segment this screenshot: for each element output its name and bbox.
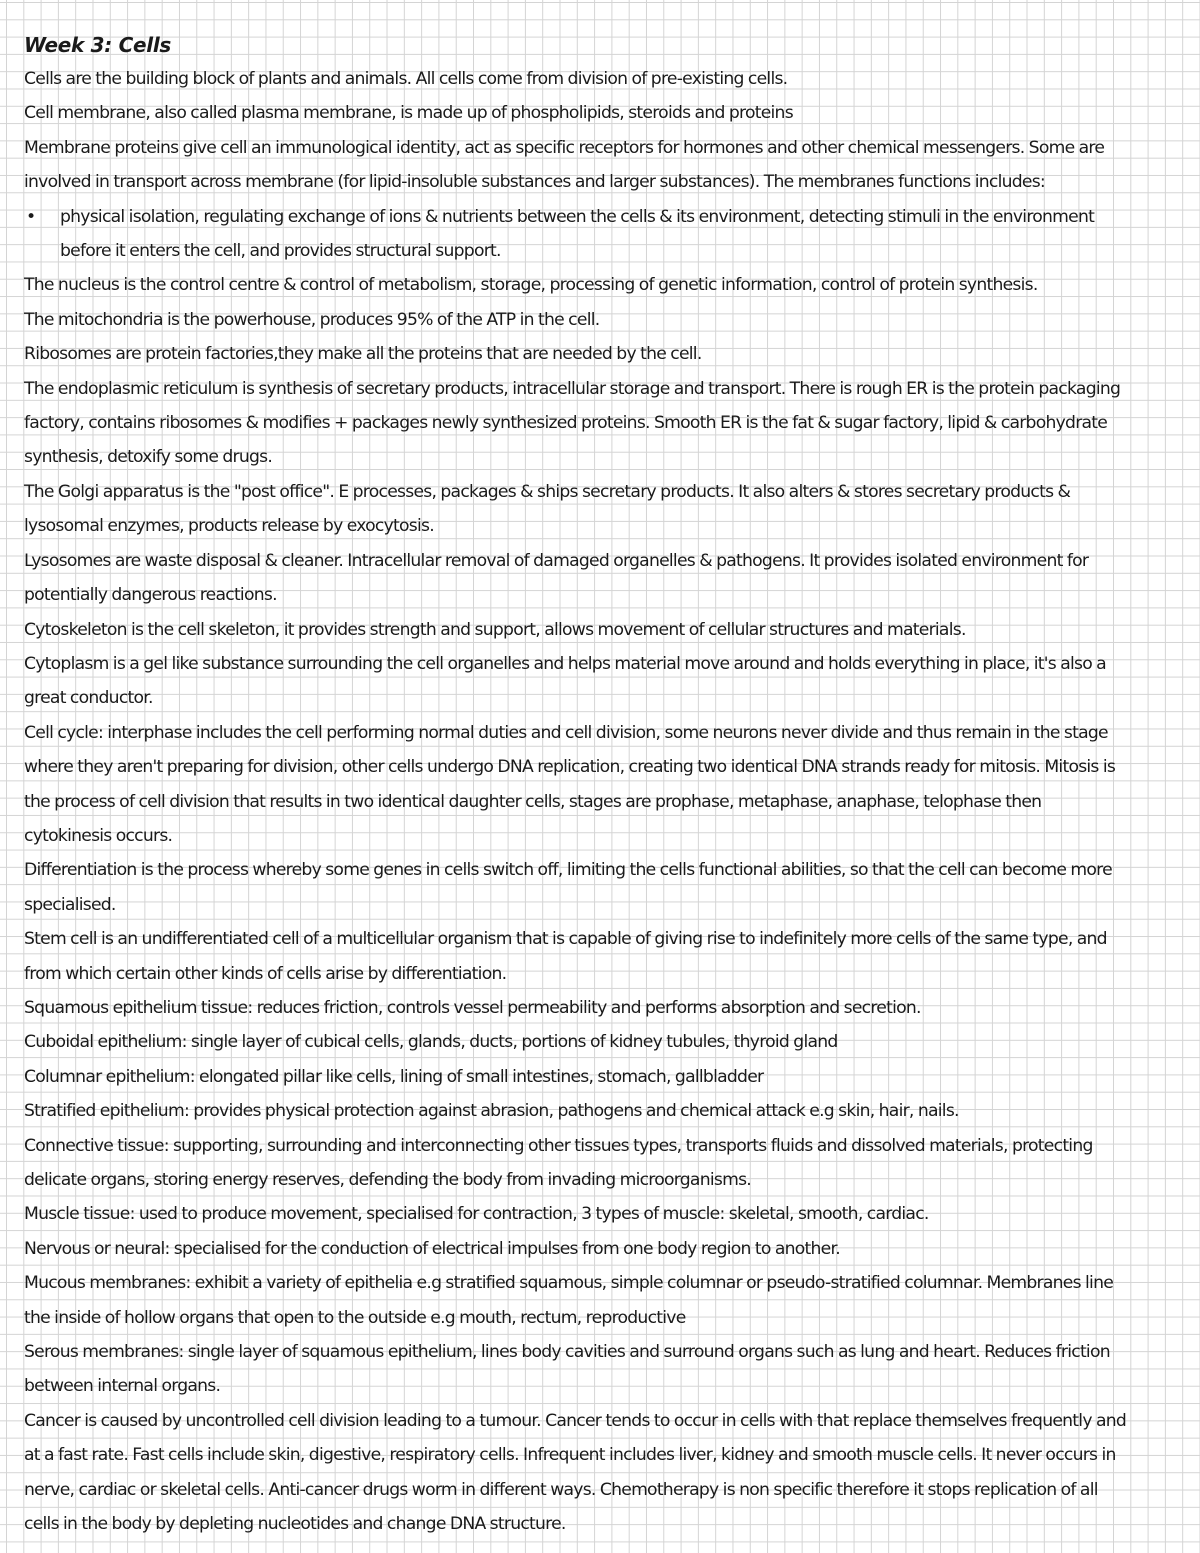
paragraph-differentiation: Differentiation is the process whereby some genes in cells switch off, limiting the cells functional abilities, so that the cell can become more specialised.: [24, 860, 1112, 915]
bullet-membrane-functions: [24, 200, 1132, 269]
paragraph-cancer: Cancer is caused by uncontrolled cell division leading to a tumour. Cancer tends to occur in cells with that replace themselves frequently and at a fast rate. Fast cells include skin, digestive, respiratory cells. Infrequent includes liver, kidney and smooth muscle cells. It never occurs in nerve, cardiac or skeletal cells. Anti-cancer drugs worm in different ways. Chemotherapy is non specific therefore it stops replication of all cells in the body by depleting nucleotides and change DNA structure.: [24, 1410, 1127, 1535]
paragraph-squamous-epithelium: Squamous epithelium tissue: reduces friction, controls vessel permeability and performs absorption and secretion.: [24, 997, 921, 1018]
paragraph-ribosomes: Ribosomes are protein factories,they make all the proteins that are needed by the cell.: [24, 344, 702, 365]
bullet-icon: •: [26, 206, 36, 227]
paragraph-mitochondria: The mitochondria is the powerhouse, produces 95% of the ATP in the cell.: [24, 309, 600, 330]
paragraph-stem-cell: Stem cell is an undifferentiated cell of a multicellular organism that is capable of giving rise to indefinitely more cells of the same type, and from which certain other kinds of cells arise by differentiation.: [24, 929, 1107, 984]
page-title: Week 3: Cells: [24, 33, 172, 57]
note-page: [24, 29, 1132, 1541]
paragraph-cell-membrane: Cell membrane, also called plasma membrane, is made up of phospholipids, steroids and proteins: [24, 103, 793, 124]
paragraph-membrane-proteins: Membrane proteins give cell an immunological identity, act as specific receptors for hormones and other chemical messengers. Some are involved in transport across membrane (for lipid-insoluble substances and larger substances). The membranes functions includes:: [24, 137, 1105, 193]
paragraph-cytoplasm: Cytoplasm is a gel like substance surrounding the cell organelles and helps material move around and holds everything in place, it's also a great conductor.: [24, 653, 1106, 709]
bullet-text: physical isolation, regulating exchange of ions & nutrients between the cells & its environment, detecting stimuli in the environment before it enters the cell, and provides structural support.: [60, 206, 1095, 262]
paragraph-golgi-apparatus: The Golgi apparatus is the "post office". E processes, packages & ships secretary products. It also alters & stores secretary products & lysosomal enzymes, products release by exocytosis.: [24, 481, 1071, 537]
paragraph-endoplasmic-reticulum: The endoplasmic reticulum is synthesis of secretary products, intracellular storage and transport. There is rough ER is the protein packaging factory, contains ribosomes & modifies + packages newly synthesized proteins. Smooth ER is the fat & sugar factory, lipid & carbohydrate synthesis, detoxify some drugs.: [24, 378, 1121, 468]
paragraph-serous-membranes: Serous membranes: single layer of squamous epithelium, lines body cavities and surround organs such as lung and heart. Reduces friction between internal organs.: [24, 1342, 1110, 1397]
paragraph-cytoskeleton: Cytoskeleton is the cell skeleton, it provides strength and support, allows movement of cellular structures and materials.: [24, 619, 966, 640]
paragraph-nervous-tissue: Nervous or neural: specialised for the conduction of electrical impulses from one body region to another.: [24, 1238, 840, 1259]
paragraph-connective-tissue: Connective tissue: supporting, surrounding and interconnecting other tissues types, transports fluids and dissolved materials, protecting delicate organs, storing energy reserves, defending the body from invading microorganisms.: [24, 1135, 1093, 1190]
paragraph-nucleus: The nucleus is the control centre & control of metabolism, storage, processing of genetic information, control of protein synthesis.: [24, 275, 1038, 296]
paragraph-lysosomes: Lysosomes are waste disposal & cleaner. Intracellular removal of damaged organelles & pathogens. It provides isolated environment for potentially dangerous reactions.: [24, 550, 1089, 606]
paragraph-muscle-tissue: Muscle tissue: used to produce movement, specialised for contraction, 3 types of muscle: skeletal, smooth, cardiac.: [24, 1204, 929, 1225]
paragraph-columnar-epithelium: Columnar epithelium: elongated pillar like cells, lining of small intestines, stomach, gallbladder: [24, 1066, 764, 1087]
paragraph-cuboidal-epithelium: Cuboidal epithelium: single layer of cubical cells, glands, ducts, portions of kidney tubules, thyroid gland: [24, 1032, 838, 1053]
paragraph-stratified-epithelium: Stratified epithelium: provides physical protection against abrasion, pathogens and chemical attack e.g skin, hair, nails.: [24, 1101, 959, 1122]
paragraph-cell-cycle: Cell cycle: interphase includes the cell performing normal duties and cell division, some neurons never divide and thus remain in the stage where they aren't preparing for division, other cells undergo DNA replication, creating two identical DNA strands ready for mitosis. Mitosis is the process of cell division that results in two identical daughter cells, stages are prophase, metaphase, anaphase, telophase then cytokinesis occurs.: [24, 722, 1116, 846]
paragraph-mucous-membranes: Mucous membranes: exhibit a variety of epithelia e.g stratified squamous, simple columnar or pseudo-stratified columnar. Membranes line the inside of hollow organs that open to the outside e.g mouth, rectum, reproductive: [24, 1273, 1114, 1328]
paragraph-cells-intro: Cells are the building block of plants and animals. All cells come from division of pre-existing cells.: [24, 69, 788, 89]
